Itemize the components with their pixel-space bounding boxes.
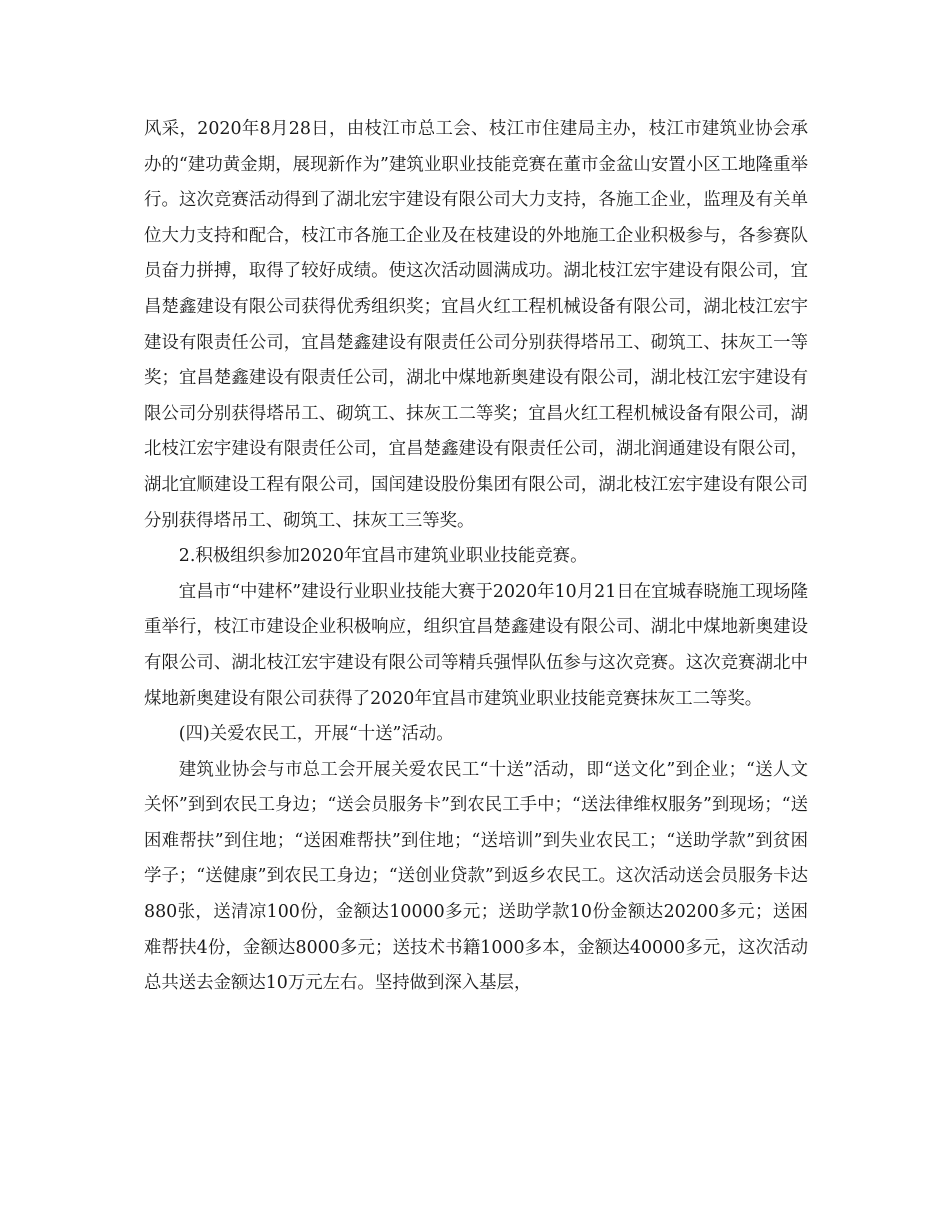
paragraph-ten-deliveries: 建筑业协会与市总工会开展关爱农民工“十送”活动，即“送文化”到企业；“送人文关怀”到到农民工身边；“送会员服务卡”到农民工手中；“送法律维权服务”到现场；“送困难帮扶”到住地；“送困难帮扶”到住地；“送培训”到失业农民工；“送助学款”到贫困学子；“送健康”到农民工身边；“送创业贷款”到返乡农民工。这次活动送会员服务卡达880张，送清凉100份，金额达10000多元；送助学款10份金额达20200多元；送困难帮扶4份，金额达8000多元；送技术书籍1000多本，金额达40000多元，这次活动总共送去金额达10万元左右。坚持做到深入基层， bbox=[144, 759, 808, 994]
document-body bbox=[144, 112, 808, 1002]
paragraph-yichang-competition: 宜昌市“中建杯”建设行业职业技能大赛于2020年10月21日在宜城春晓施工现场隆重举行，枝江市建设企业积极响应，组织宜昌楚鑫建设有限公司、湖北中煤地新奥建设有限公司、湖北枝江宏宇建设有限公司等精兵强悍队伍参与这次竞赛。这次竞赛湖北中煤地新奥建设有限公司获得了2020年宜昌市建筑业职业技能竞赛抹灰工二等奖。 bbox=[144, 581, 808, 709]
paragraph-heading-yichang-competition: 2.积极组织参加2020年宜昌市建筑业职业技能竞赛。 bbox=[178, 546, 588, 567]
section-heading-care-workers: (四)关爱农民工，开展“十送”活动。 bbox=[178, 724, 454, 745]
paragraph-competition-results: 风采，2020年8月28日，由枝江市总工会、枝江市住建局主办，枝江市建筑业协会承办的“建功黄金期，展现新作为”建筑业职业技能竞赛在董市金盆山安置小区工地隆重举行。这次竞赛活动得到了湖北宏宇建设有限公司大力支持，各施工企业，监理及有关单位大力支持和配合，枝江市各施工企业及在枝建设的外地施工企业积极参与，各参赛队员奋力拼搏，取得了较好成绩。使这次活动圆满成功。湖北枝江宏宇建设有限公司，宜昌楚鑫建设有限公司获得优秀组织奖；宜昌火红工程机械设备有限公司，湖北枝江宏宇建设有限责任公司，宜昌楚鑫建设有限责任公司分别获得塔吊工、砌筑工、抹灰工一等奖；宜昌楚鑫建设有限责任公司，湖北中煤地新奥建设有限公司，湖北枝江宏宇建设有限公司分别获得塔吊工、砌筑工、抹灰工二等奖；宜昌火红工程机械设备有限公司，湖北枝江宏宇建设有限责任公司，宜昌楚鑫建设有限责任公司，湖北润通建设有限公司，湖北宜顺建设工程有限公司，国闰建设股份集团有限公司，湖北枝江宏宇建设有限公司分别获得塔吊工、砌筑工、抹灰工三等奖。 bbox=[144, 119, 808, 531]
